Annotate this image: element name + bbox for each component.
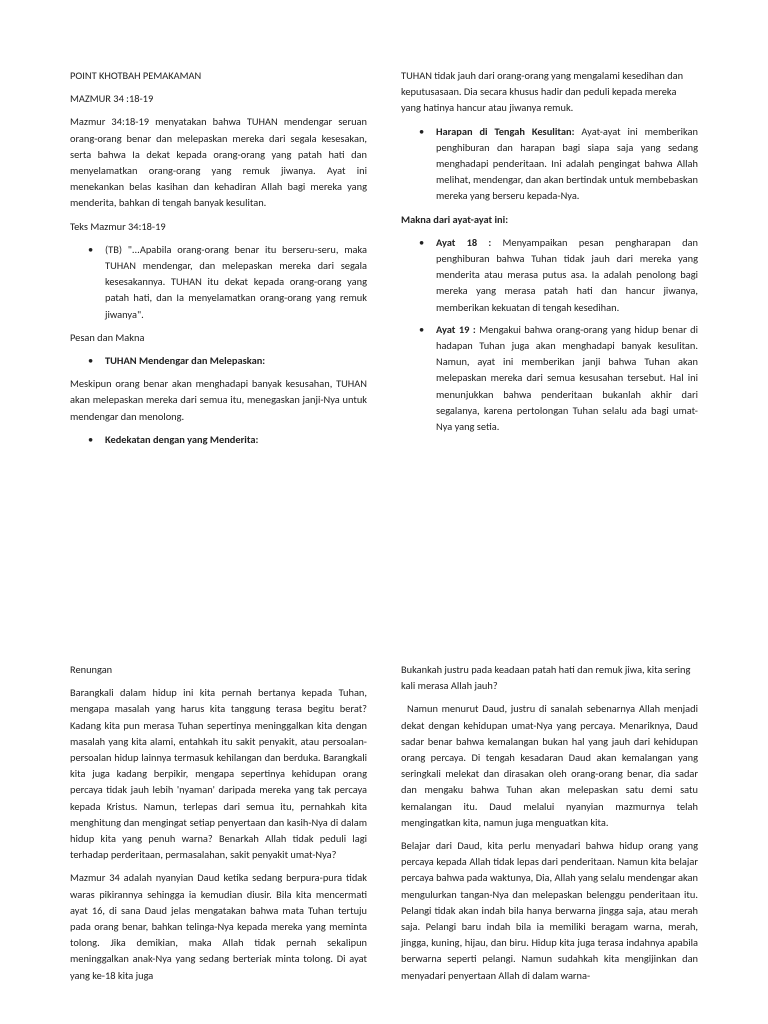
message-heading: Pesan dan Makna — [70, 330, 145, 344]
reflection-paragraph-3: Bukankah justru pada keadaan patah hati dan remuk jiwa, kita sering kali merasa Allah jauh? — [401, 663, 691, 693]
reflection-paragraph-5: Belajar dari Daud, kita perlu menyadari bahwa hidup orang yang percaya kepada Allah tidak lepas dari penderitaan. Namun kita belajar percaya bahwa pada waktunya, Dia, Allah yang selalu mendengar akan mengulurkan tangan-Nya dan melepaskan belenggu penderitaan itu. Pelangi tidak akan indah bila hanya berwarna jingga saja, atau merah saja. Pelangi baru indah bila ia memiliki beragam warna, merah, jingga, kuning, hijau, dan biru. Hidup kita juga terasa indahnya apabila berwarna seperti pelangi. Namun sudahkah kita mengijinkan dan menyadari penyertaan Allah di dalam warna- — [401, 839, 698, 982]
hope-list — [401, 124, 698, 205]
meaning-heading — [401, 212, 698, 228]
verses-list — [401, 235, 698, 435]
verse19-body: Mengakui bahwa orang-orang yang hidup benar di hadapan Tuhan juga akan menghadapi banyak kesulitan. Namun, ayat ini memberikan janji bahwa Tuhan akan melepaskan mereka dari semua kesusahan tersebut. Hal ini menunjukkan bahwa penderitaan bukanlah akhir dari segalanya, karena pertolongan Tuhan selalu ada bagi umat-Nya yang setia. — [436, 322, 699, 434]
reflection-paragraph-2: Mazmur 34 adalah nyanyian Daud ketika sedang berpura-pura tidak waras pikirannya sehingga ia kemudian diusir. Bila kita mencermati ayat 16, di sana Daud jelas mengatakan bahwa mata Tuhan tertuju pada orang benar, bahkan telinga-Nya kepada mereka yang meminta tolong. Jika demikian, maka Allah tidak pernah sekalipun meninggalkan anak-Nya yang sedang berteriak minta tolong. Di ayat yang ke-18 kita juga — [70, 871, 367, 982]
scripture-reference: MAZMUR 34 :18-19 — [70, 92, 154, 106]
verse18-item — [436, 235, 698, 316]
reflection-heading: Renungan — [70, 663, 113, 676]
meaning-heading-text: Makna dari ayat-ayat ini: — [401, 212, 509, 226]
point2-title: Kedekatan dengan yang Menderita: — [105, 432, 259, 446]
hope-item — [436, 124, 698, 205]
page2-left-column — [70, 662, 367, 991]
point2-list — [70, 432, 367, 448]
page1-left-column — [70, 68, 367, 455]
reflection-paragraph-1: Barangkali dalam hidup ini kita pernah bertanya kepada Tuhan, mengapa masalah yang harus kita tanggung terasa begitu berat? Kadang kita pun merasa Tuhan sepertinya meninggalkan kita dengan masalah yang kita alami, entahkah itu sakit penyakit, atau persoalan-persoalan hidup lainnya termasuk kehilangan dan berduka. Barangkali kita juga kadang berpikir, mengapa sepertinya kehidupan orang percaya tidak jauh lebih 'nyaman' daripada mereka yang tak percaya kepada Kristus. Namun, terlepas dari semua itu, pernahkah kita menghitung dan mengingat setiap penyertaan dan kasih-Nya di dalam hidup kita yang penuh warna? Benarkah Allah tidak peduli lagi terhadap perderitaan, permasalahan, sakit penyakit umat-Nya? — [70, 686, 367, 862]
continuation-paragraph: TUHAN tidak jauh dari orang-orang yang mengalami kesedihan dan keputusasaan. Dia secara khusus hadir dan peduli kepada mereka yang hatinya hancur atau jiwanya remuk. — [401, 69, 684, 115]
text-heading: Teks Mazmur 34:18-19 — [70, 219, 166, 233]
page1-right-column — [401, 68, 698, 442]
page2-right-column — [401, 662, 698, 991]
point1-item — [105, 353, 367, 369]
point2-item — [105, 432, 367, 448]
verse19-item — [436, 322, 698, 435]
quote-list — [70, 242, 367, 323]
verse18-body: Menyampaikan pesan pengharapan dan penghiburan bahwa Tuhan tidak jauh dari mereka yang menderita atau merasa putus asa. Ia adalah penolong bagi mereka yang merasa patah hati dan hancur jiwanya, memberikan kekuatan di tengah kesedihan. — [436, 235, 698, 314]
scripture-quote: • (TB) "...Apabila orang-orang benar itu berseru-seru, maka TUHAN mendengar, dan melepaskan mereka dari segala kesesakannya. TUHAN itu dekat kepada orang-orang yang patah hati, dan Ia menyelamatkan orang-orang yang remuk jiwanya". — [105, 242, 367, 323]
point1-title: TUHAN Mendengar dan Melepaskan: — [105, 354, 266, 368]
verse19-title: Ayat 19 : — [436, 322, 476, 336]
hope-title: Harapan di Tengah Kesulitan: — [436, 124, 575, 138]
intro-paragraph: Mazmur 34:18-19 menyatakan bahwa TUHAN mendengar seruan orang-orang benar dan melepaskan mereka dari segala kesesakan, serta bahwa Ia dekat kepada orang-orang yang patah hati dan menyelamatkan orang-orang yang remuk jiwanya. Ayat ini menekankan belas kasihan dan kehadiran Allah bagi mereka yang menderita, bahkan di tengah banyak kesulitan. — [70, 115, 367, 210]
verse18-title: Ayat 18 : — [436, 235, 492, 249]
document-title: POINT KHOTBAH PEMAKAMAN — [70, 69, 202, 82]
hope-body: Ayat-ayat ini memberikan penghiburan dan harapan bagi siapa saja yang sedang menghadapi penderitaan. Ini adalah pengingat bahwa Allah melihat, mendengar, dan akan bertindak untuk membebaskan mereka yang berseru kepada-Nya. — [436, 124, 698, 203]
reflection-paragraph-4: Namun menurut Daud, justru di sanalah sebenarnya Allah menjadi dekat dengan kehidupan umat-Nya yang percaya. Menariknya, Daud sadar benar bahwa kemalangan bukan hal yang jauh dari kehidupan orang percaya. Di tengah kesadaran Daud akan kemalangan yang seringkali melekat dan dirasakan oleh orang-orang benar, dia sadar dan mengaku bahwa Tuhan akan melepaskan satu demi satu kemalangan itu. Daud melalui nyanyian mazmurnya telah mengingatkan kita, namun juga menguatkan kita. — [401, 702, 698, 829]
point1-body: Meskipun orang benar akan menghadapi banyak kesusahan, TUHAN akan melepaskan mereka dari semua itu, menegaskan janji-Nya untuk mendengar dan menolong. — [70, 377, 367, 423]
point1-list — [70, 353, 367, 369]
